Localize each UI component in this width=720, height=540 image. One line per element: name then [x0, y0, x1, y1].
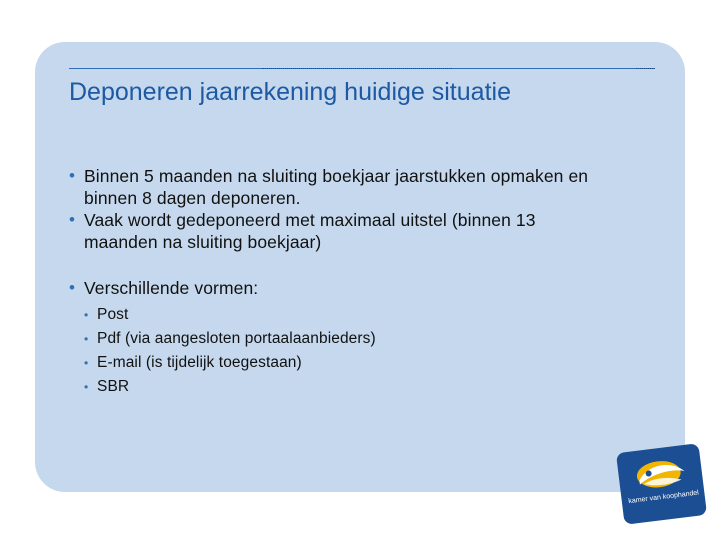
- sub-bullet-icon: •: [84, 380, 89, 394]
- bullet-text: Verschillende vormen:: [84, 278, 259, 298]
- bullet-text: Binnen 5 maanden na sluiting boekjaar jaarstukken opmaken en: [84, 166, 589, 186]
- sub-bullet-text: Pdf (via aangesloten portaalaanbieders): [97, 330, 376, 347]
- bullet-item: [69, 277, 669, 399]
- sub-bullet-icon: •: [84, 356, 89, 370]
- sub-bullet-icon: •: [84, 308, 89, 322]
- bullet-icon: •: [69, 210, 76, 229]
- sub-bullet-item: [84, 327, 669, 351]
- kvk-logo: [616, 443, 707, 525]
- logo-text: kamer van koophandel: [628, 489, 700, 506]
- sub-bullet-icon: •: [84, 332, 89, 346]
- bullet-text-continued: binnen 8 dagen deponeren.: [84, 188, 301, 208]
- bullet-item: [69, 165, 669, 209]
- bullet-item: [69, 209, 669, 253]
- sub-bullet-text: SBR: [97, 378, 130, 395]
- sub-bullet-item: [84, 351, 669, 375]
- title-rule-dotted-end: [636, 68, 655, 69]
- bullet-icon: •: [69, 166, 76, 185]
- slide-title: Deponeren jaarrekening huidige situatie: [69, 78, 511, 106]
- bullet-list: [69, 165, 669, 399]
- sub-bullet-text: E-mail (is tijdelijk toegestaan): [97, 354, 302, 371]
- bullet-icon: •: [69, 278, 76, 297]
- sub-bullet-list: [84, 303, 669, 399]
- bullet-text-continued: maanden na sluiting boekjaar): [84, 232, 322, 252]
- sub-bullet-text: Post: [97, 306, 129, 323]
- title-rule-dotted: [262, 68, 452, 69]
- sub-bullet-item: [84, 375, 669, 399]
- bullet-text: Vaak wordt gedeponeerd met maximaal uitstel (binnen 13: [84, 210, 536, 230]
- kvk-logo-icon: [616, 443, 707, 525]
- sub-bullet-item: [84, 303, 669, 327]
